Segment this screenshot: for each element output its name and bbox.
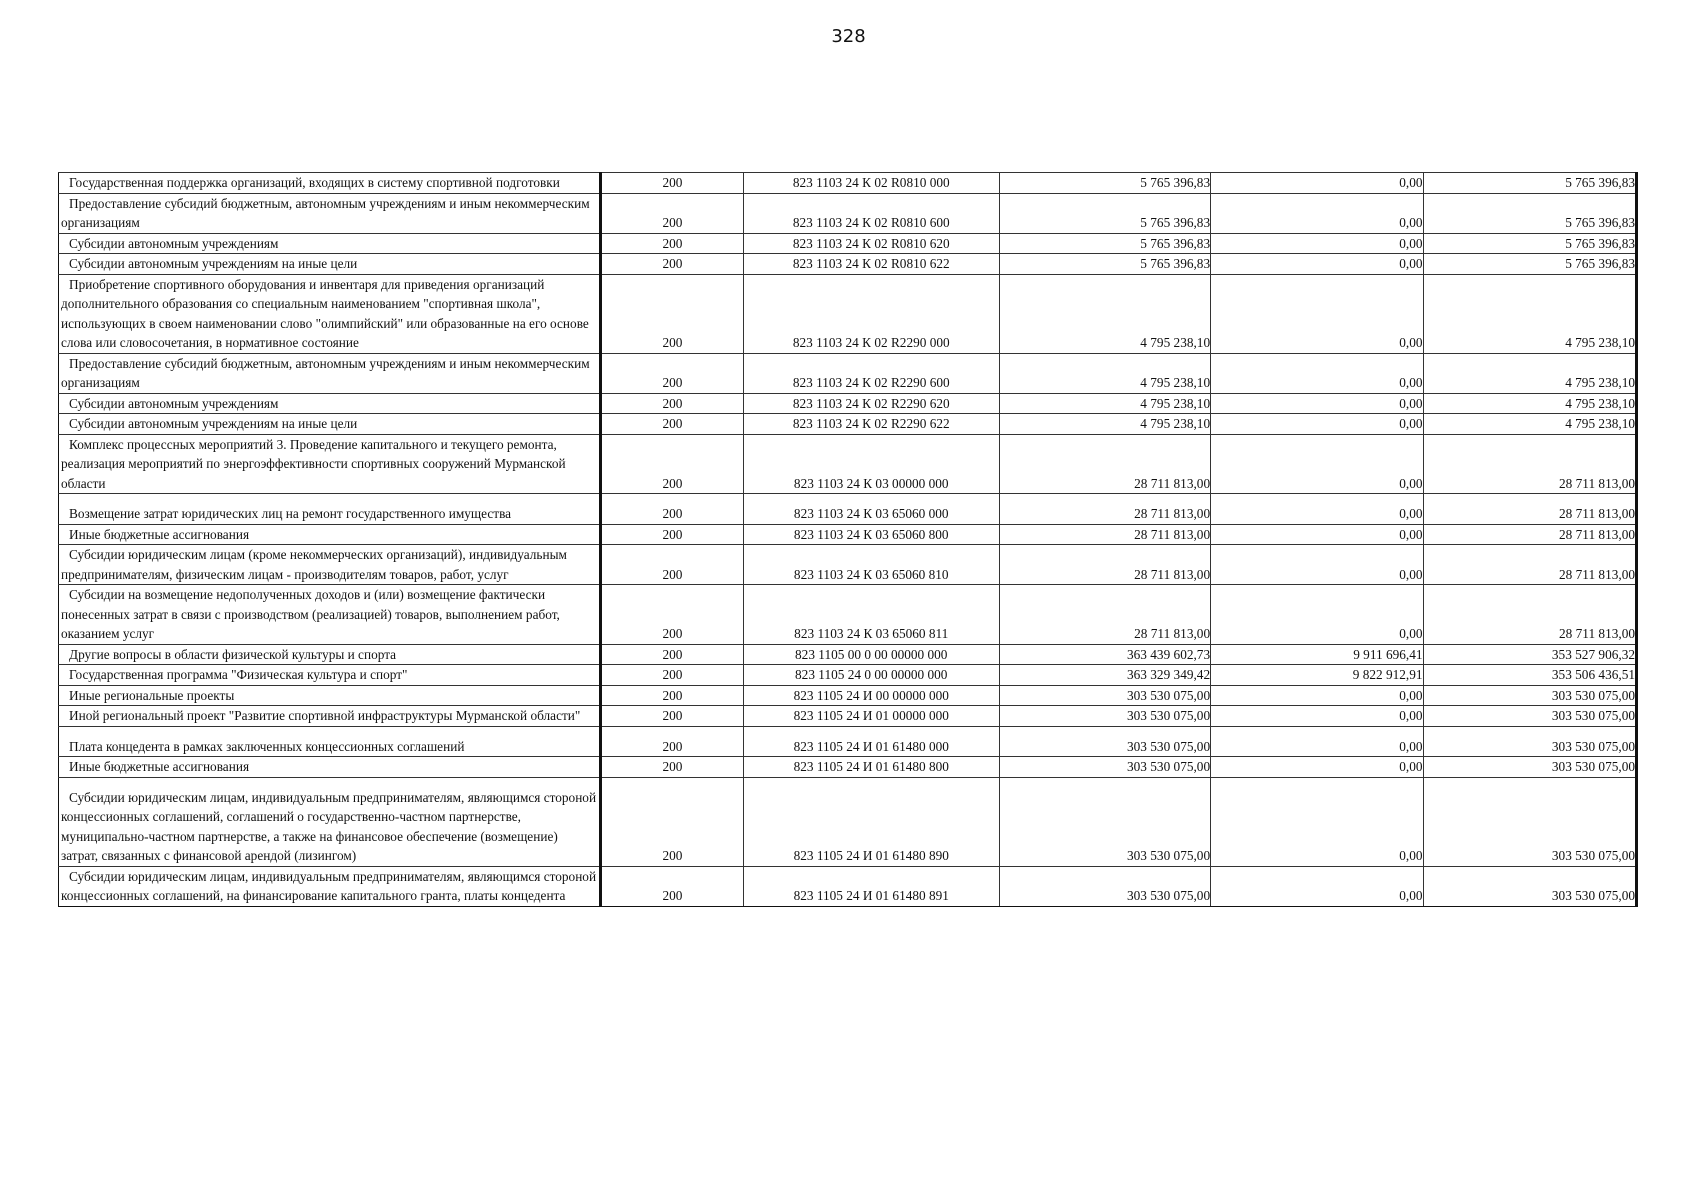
- row-name-text: Субсидии автономным учреждениям на иные цели: [69, 256, 358, 271]
- row-admin-code-cell: 200: [601, 665, 744, 686]
- row-budget-code-cell: 823 1103 24 К 02 R0810 620: [743, 233, 999, 254]
- row-name-text: Предоставление субсидий бюджетным, автономным учреждениям и иным некоммерческим организациям: [61, 355, 590, 390]
- row-name-cell: [59, 706, 601, 727]
- row-name-text: Иные бюджетные ассигнования: [69, 759, 250, 774]
- row-total-cell: 4 795 238,10: [1423, 274, 1636, 353]
- row-budget-code-cell: 823 1103 24 К 03 65060 800: [743, 524, 999, 545]
- row-name-text: Другие вопросы в области физической культуры и спорта: [69, 646, 397, 662]
- table-row: [59, 665, 1637, 686]
- row-budget-code-cell: 823 1103 24 К 02 R0810 000: [743, 173, 999, 194]
- row-total-cell: 28 711 813,00: [1423, 585, 1636, 645]
- row-name-cell: [59, 233, 601, 254]
- table-row: [59, 193, 1637, 233]
- row-name-text: Иные бюджетные ассигнования: [69, 526, 250, 542]
- table-row: [59, 414, 1637, 435]
- row-budget-code-cell: 823 1105 24 И 01 61480 000: [743, 726, 999, 757]
- table-row: [59, 524, 1637, 545]
- row-admin-code-cell: 200: [601, 644, 744, 665]
- table-row: [59, 173, 1637, 194]
- row-change-cell: 0,00: [1211, 585, 1423, 645]
- row-name-text: Субсидии юридическим лицам, индивидуальным предпринимателям, являющимся стороной концессионных соглашений, на финансирование капитального гранта, платы концедента: [61, 868, 597, 903]
- row-admin-code-cell: 200: [601, 233, 744, 254]
- row-admin-code-cell: 200: [601, 706, 744, 727]
- row-name-cell: [59, 757, 601, 778]
- row-budget-code-cell: 823 1103 24 К 02 R0810 600: [743, 193, 999, 233]
- row-name-cell: [59, 434, 601, 494]
- row-total-cell: 5 765 396,83: [1423, 233, 1636, 254]
- row-amount-cell: 28 711 813,00: [999, 585, 1210, 645]
- row-budget-code-cell: 823 1103 24 К 03 65060 811: [743, 585, 999, 645]
- row-budget-code-cell: 823 1105 24 И 01 61480 891: [743, 866, 999, 906]
- row-admin-code-cell: 200: [601, 254, 744, 275]
- row-budget-code-cell: 823 1103 24 К 02 R0810 622: [743, 254, 999, 275]
- row-name-cell: [59, 254, 601, 275]
- row-name-text: Приобретение спортивного оборудования и инвентаря для приведения организаций дополнительного образования со специальным наименованием "спортивная школа", использующих в своем наименовании слово "олимпийский" или образованные на его основе слова или словосочетания, в нормативное состояние: [61, 276, 589, 350]
- row-admin-code-cell: 200: [601, 726, 744, 757]
- row-total-cell: 5 765 396,83: [1423, 193, 1636, 233]
- row-name-cell: [59, 777, 601, 866]
- row-name-text: Субсидии юридическим лицам, индивидуальным предпринимателям, являющимся стороной концессионных соглашений, соглашений о государственно-частном партнерстве, муниципально-частном партнерстве, а также на финансовое обеспечение (возмещение) затрат, связанных с финансовой арендой (лизингом): [61, 789, 597, 863]
- row-admin-code-cell: 200: [601, 274, 744, 353]
- row-admin-code-cell: 200: [601, 353, 744, 393]
- row-total-cell: 5 765 396,83: [1423, 254, 1636, 275]
- row-amount-cell: 5 765 396,83: [999, 254, 1210, 275]
- row-total-cell: 28 711 813,00: [1423, 524, 1636, 545]
- row-amount-cell: 303 530 075,00: [999, 685, 1210, 706]
- row-amount-cell: 5 765 396,83: [999, 233, 1210, 254]
- row-name-cell: [59, 274, 601, 353]
- page-number: 328: [831, 26, 866, 47]
- row-admin-code-cell: 200: [601, 866, 744, 906]
- row-change-cell: 0,00: [1211, 393, 1423, 414]
- row-total-cell: 303 530 075,00: [1423, 777, 1636, 866]
- row-total-cell: 28 711 813,00: [1423, 434, 1636, 494]
- row-budget-code-cell: 823 1103 24 К 02 R2290 622: [743, 414, 999, 435]
- row-budget-code-cell: 823 1105 24 И 01 61480 800: [743, 757, 999, 778]
- row-budget-code-cell: 823 1103 24 К 02 R2290 620: [743, 393, 999, 414]
- row-name-text: Иные региональные проекты: [69, 687, 235, 703]
- row-name-text: Субсидии автономным учреждениям на иные цели: [69, 416, 358, 431]
- row-change-cell: 0,00: [1211, 757, 1423, 778]
- row-name-cell: [59, 545, 601, 585]
- row-amount-cell: 5 765 396,83: [999, 173, 1210, 194]
- row-name-cell: [59, 193, 601, 233]
- row-name-text: Субсидии автономным учреждениям: [69, 395, 279, 411]
- row-change-cell: 0,00: [1211, 193, 1423, 233]
- row-total-cell: 303 530 075,00: [1423, 726, 1636, 757]
- row-budget-code-cell: 823 1103 24 К 03 65060 000: [743, 494, 999, 525]
- row-total-cell: 5 765 396,83: [1423, 173, 1636, 194]
- row-amount-cell: 303 530 075,00: [999, 777, 1210, 866]
- row-name-text: Плата концедента в рамках заключенных концессионных соглашений: [69, 738, 465, 754]
- row-admin-code-cell: 200: [601, 524, 744, 545]
- row-admin-code-cell: 200: [601, 585, 744, 645]
- row-name-cell: [59, 726, 601, 757]
- row-total-cell: 4 795 238,10: [1423, 414, 1636, 435]
- row-change-cell: 0,00: [1211, 494, 1423, 525]
- table-row: [59, 434, 1637, 494]
- row-amount-cell: 4 795 238,10: [999, 414, 1210, 435]
- table-row: [59, 233, 1637, 254]
- row-change-cell: 9 911 696,41: [1211, 644, 1423, 665]
- row-budget-code-cell: 823 1105 24 И 00 00000 000: [743, 685, 999, 706]
- row-total-cell: 28 711 813,00: [1423, 545, 1636, 585]
- row-budget-code-cell: 823 1105 24 И 01 61480 890: [743, 777, 999, 866]
- row-change-cell: 0,00: [1211, 524, 1423, 545]
- row-name-cell: [59, 866, 601, 906]
- table-row: [59, 353, 1637, 393]
- table-row: [59, 393, 1637, 414]
- row-name-cell: [59, 173, 601, 194]
- row-name-text: Субсидии автономным учреждениям: [69, 235, 279, 251]
- row-change-cell: 9 822 912,91: [1211, 665, 1423, 686]
- row-change-cell: 0,00: [1211, 274, 1423, 353]
- row-total-cell: 4 795 238,10: [1423, 393, 1636, 414]
- row-name-cell: [59, 353, 601, 393]
- table-row: [59, 685, 1637, 706]
- row-budget-code-cell: 823 1105 00 0 00 00000 000: [743, 644, 999, 665]
- table-row: [59, 726, 1637, 757]
- row-name-text: Субсидии юридическим лицам (кроме некоммерческих организаций), индивидуальным предпринимателям, физическим лицам - производителям товаров, работ, услуг: [61, 547, 567, 582]
- row-name-text: Иной региональный проект "Развитие спортивной инфраструктуры Мурманской области": [69, 708, 581, 723]
- row-total-cell: 303 530 075,00: [1423, 757, 1636, 778]
- table-row: [59, 777, 1637, 866]
- row-admin-code-cell: 200: [601, 545, 744, 585]
- row-total-cell: 303 530 075,00: [1423, 706, 1636, 727]
- row-change-cell: 0,00: [1211, 545, 1423, 585]
- row-amount-cell: 28 711 813,00: [999, 545, 1210, 585]
- row-admin-code-cell: 200: [601, 434, 744, 494]
- row-amount-cell: 363 439 602,73: [999, 644, 1210, 665]
- row-amount-cell: 28 711 813,00: [999, 494, 1210, 525]
- row-admin-code-cell: 200: [601, 393, 744, 414]
- row-name-text: Возмещение затрат юридических лиц на ремонт государственного имущества: [69, 506, 512, 521]
- row-name-cell: [59, 414, 601, 435]
- budget-table: [58, 172, 1638, 907]
- row-admin-code-cell: 200: [601, 494, 744, 525]
- row-budget-code-cell: 823 1105 24 И 01 00000 000: [743, 706, 999, 727]
- budget-table-body: [59, 173, 1637, 907]
- row-name-cell: [59, 393, 601, 414]
- row-amount-cell: 303 530 075,00: [999, 866, 1210, 906]
- row-admin-code-cell: 200: [601, 777, 744, 866]
- row-name-text: Государственная поддержка организаций, входящих в систему спортивной подготовки: [69, 175, 560, 190]
- row-amount-cell: 4 795 238,10: [999, 393, 1210, 414]
- row-amount-cell: 4 795 238,10: [999, 274, 1210, 353]
- table-row: [59, 866, 1637, 906]
- row-change-cell: 0,00: [1211, 233, 1423, 254]
- row-total-cell: 353 506 436,51: [1423, 665, 1636, 686]
- row-amount-cell: 303 530 075,00: [999, 726, 1210, 757]
- row-amount-cell: 4 795 238,10: [999, 353, 1210, 393]
- row-budget-code-cell: 823 1105 24 0 00 00000 000: [743, 665, 999, 686]
- row-budget-code-cell: 823 1103 24 К 02 R2290 600: [743, 353, 999, 393]
- row-change-cell: 0,00: [1211, 353, 1423, 393]
- row-name-text: Субсидии на возмещение недополученных доходов и (или) возмещение фактически понесенных затрат в связи с производством (реализацией) товаров, выполнением работ, оказанием услуг: [61, 587, 560, 641]
- row-change-cell: 0,00: [1211, 685, 1423, 706]
- row-name-text: Предоставление субсидий бюджетным, автономным учреждениям и иным некоммерческим организациям: [61, 195, 590, 230]
- row-name-cell: [59, 685, 601, 706]
- row-budget-code-cell: 823 1103 24 К 03 65060 810: [743, 545, 999, 585]
- row-amount-cell: 28 711 813,00: [999, 434, 1210, 494]
- row-amount-cell: 303 530 075,00: [999, 757, 1210, 778]
- row-admin-code-cell: 200: [601, 173, 744, 194]
- row-amount-cell: 363 329 349,42: [999, 665, 1210, 686]
- row-admin-code-cell: 200: [601, 414, 744, 435]
- table-row: [59, 545, 1637, 585]
- row-total-cell: 303 530 075,00: [1423, 866, 1636, 906]
- table-row: [59, 274, 1637, 353]
- row-admin-code-cell: 200: [601, 193, 744, 233]
- table-row: [59, 585, 1637, 645]
- row-total-cell: 4 795 238,10: [1423, 353, 1636, 393]
- row-name-cell: [59, 644, 601, 665]
- row-name-text: Комплекс процессных мероприятий 3. Проведение капитального и текущего ремонта, реализация мероприятий по энергоэффективности спортивных сооружений Мурманской области: [61, 436, 566, 491]
- row-budget-code-cell: 823 1103 24 К 02 R2290 000: [743, 274, 999, 353]
- row-name-cell: [59, 524, 601, 545]
- row-total-cell: 28 711 813,00: [1423, 494, 1636, 525]
- row-name-cell: [59, 494, 601, 525]
- row-budget-code-cell: 823 1103 24 К 03 00000 000: [743, 434, 999, 494]
- row-change-cell: 0,00: [1211, 414, 1423, 435]
- row-change-cell: 0,00: [1211, 777, 1423, 866]
- row-total-cell: 353 527 906,32: [1423, 644, 1636, 665]
- row-change-cell: 0,00: [1211, 706, 1423, 727]
- row-admin-code-cell: 200: [601, 685, 744, 706]
- table-row: [59, 757, 1637, 778]
- row-name-cell: [59, 585, 601, 645]
- row-change-cell: 0,00: [1211, 726, 1423, 757]
- row-change-cell: 0,00: [1211, 173, 1423, 194]
- table-row: [59, 644, 1637, 665]
- row-name-text: Государственная программа "Физическая культура и спорт": [69, 667, 408, 682]
- row-total-cell: 303 530 075,00: [1423, 685, 1636, 706]
- table-row: [59, 706, 1637, 727]
- row-change-cell: 0,00: [1211, 866, 1423, 906]
- row-change-cell: 0,00: [1211, 434, 1423, 494]
- row-amount-cell: 28 711 813,00: [999, 524, 1210, 545]
- row-amount-cell: 303 530 075,00: [999, 706, 1210, 727]
- table-row: [59, 254, 1637, 275]
- row-name-cell: [59, 665, 601, 686]
- table-row: [59, 494, 1637, 525]
- row-change-cell: 0,00: [1211, 254, 1423, 275]
- row-admin-code-cell: 200: [601, 757, 744, 778]
- row-amount-cell: 5 765 396,83: [999, 193, 1210, 233]
